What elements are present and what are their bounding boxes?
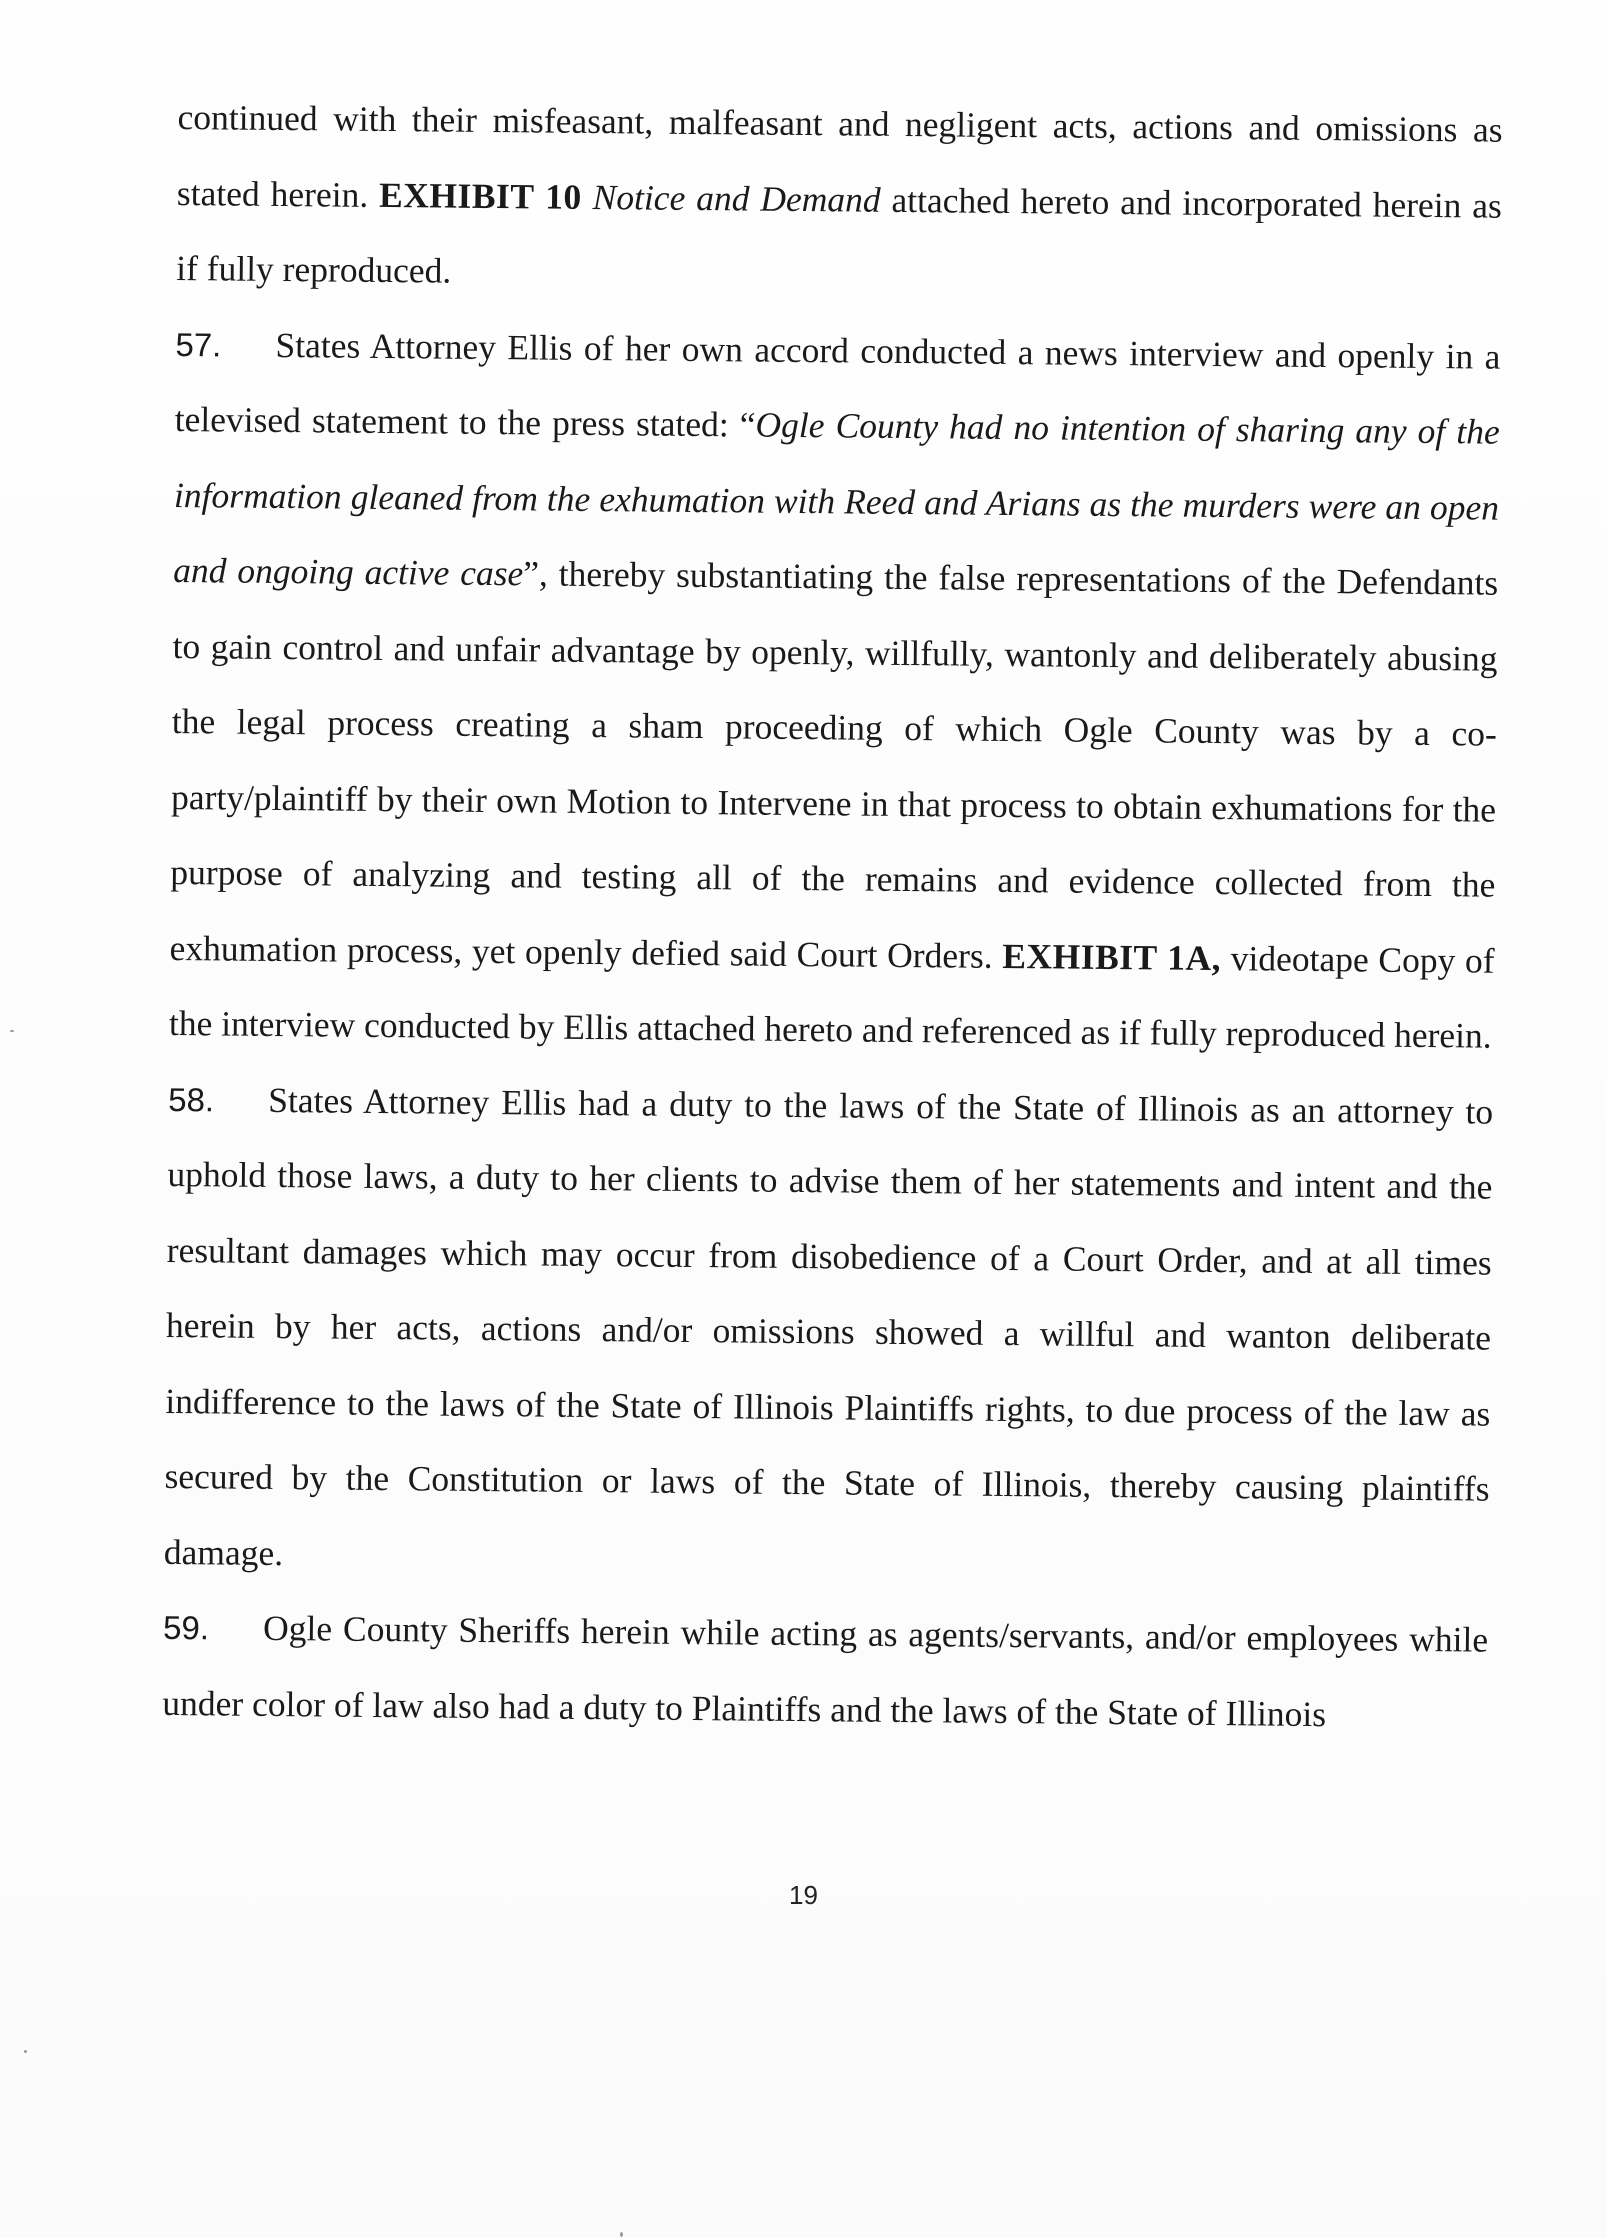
- paragraph-57: [169, 306, 1501, 1074]
- paragraph-59: [162, 1590, 1488, 1754]
- page-number: 19: [789, 1880, 818, 1910]
- body-text: continued with their misfeasant, malfeasant and negligent acts, actions and omissions as stated herein.: [176, 96, 1503, 215]
- document-body: [162, 80, 1503, 1754]
- scan-speck: [10, 1030, 14, 1032]
- paragraph-number: 58.: [168, 1080, 215, 1118]
- body-text: videotape Copy of the interview conducted by Ellis attached hereto and referenced as if fully reproduced herein.: [168, 937, 1495, 1056]
- exhibit-reference: EXHIBIT 1A,: [1002, 935, 1222, 978]
- italic-text: Ogle County had no intention of sharing any of the information gleaned from the exhumation with Reed and Arians as the murders were an open and ongoing active case: [173, 404, 1500, 594]
- scan-speck: [620, 2232, 623, 2237]
- italic-text: Notice and Demand: [592, 176, 881, 220]
- paragraph-58: [164, 1061, 1494, 1602]
- paragraph-number: 59.: [162, 1608, 210, 1647]
- scan-speck: [24, 2050, 27, 2053]
- body-text: ”, thereby substantiating the false representations of the Defendants to gain control and unfair advantage by openly, willfully, wantonly and deliberately abusing the legal process creating a sham proceeding of which Ogle County was by a co-party/plaintiff by their own Motion to Intervene in that process to obtain exhumations for the purpose of analyzing and testing all of the remains and evidence collected from the exhumation process, yet openly defied said Court Orders.: [169, 553, 1499, 976]
- body-text: [582, 176, 593, 216]
- paragraph-number: 57.: [175, 325, 222, 363]
- body-text: States Attorney Ellis had a duty to the laws of the State of Illinois as an attorney to uphold those laws, a duty to her clients to advise them of her statements and intent and the resultant damages which may occur from disobedience of a Court Order, and at all times herein by her acts, actions and/or omissions showed a willful and wanton deliberate indifference to the laws of the State of Illinois Plaintiffs rights, to due process of the law as secured by the Constitution or laws of the State of Illinois, thereby causing plaintiffs damage.: [163, 1079, 1494, 1573]
- exhibit-reference: EXHIBIT 10: [378, 174, 582, 217]
- paragraph-continued: [176, 80, 1503, 319]
- body-text: attached hereto and incorporated herein as if fully reproduced.: [176, 179, 1503, 291]
- body-text: Ogle County Sheriffs herein while acting as agents/servants, and/or employees while under color of law also had a duty to Plaintiffs and the laws of the State of Illinois: [162, 1607, 1489, 1734]
- body-text: States Attorney Ellis of her own accord conducted a news interview and openly in a televised statement to the press stated: “: [174, 324, 1501, 445]
